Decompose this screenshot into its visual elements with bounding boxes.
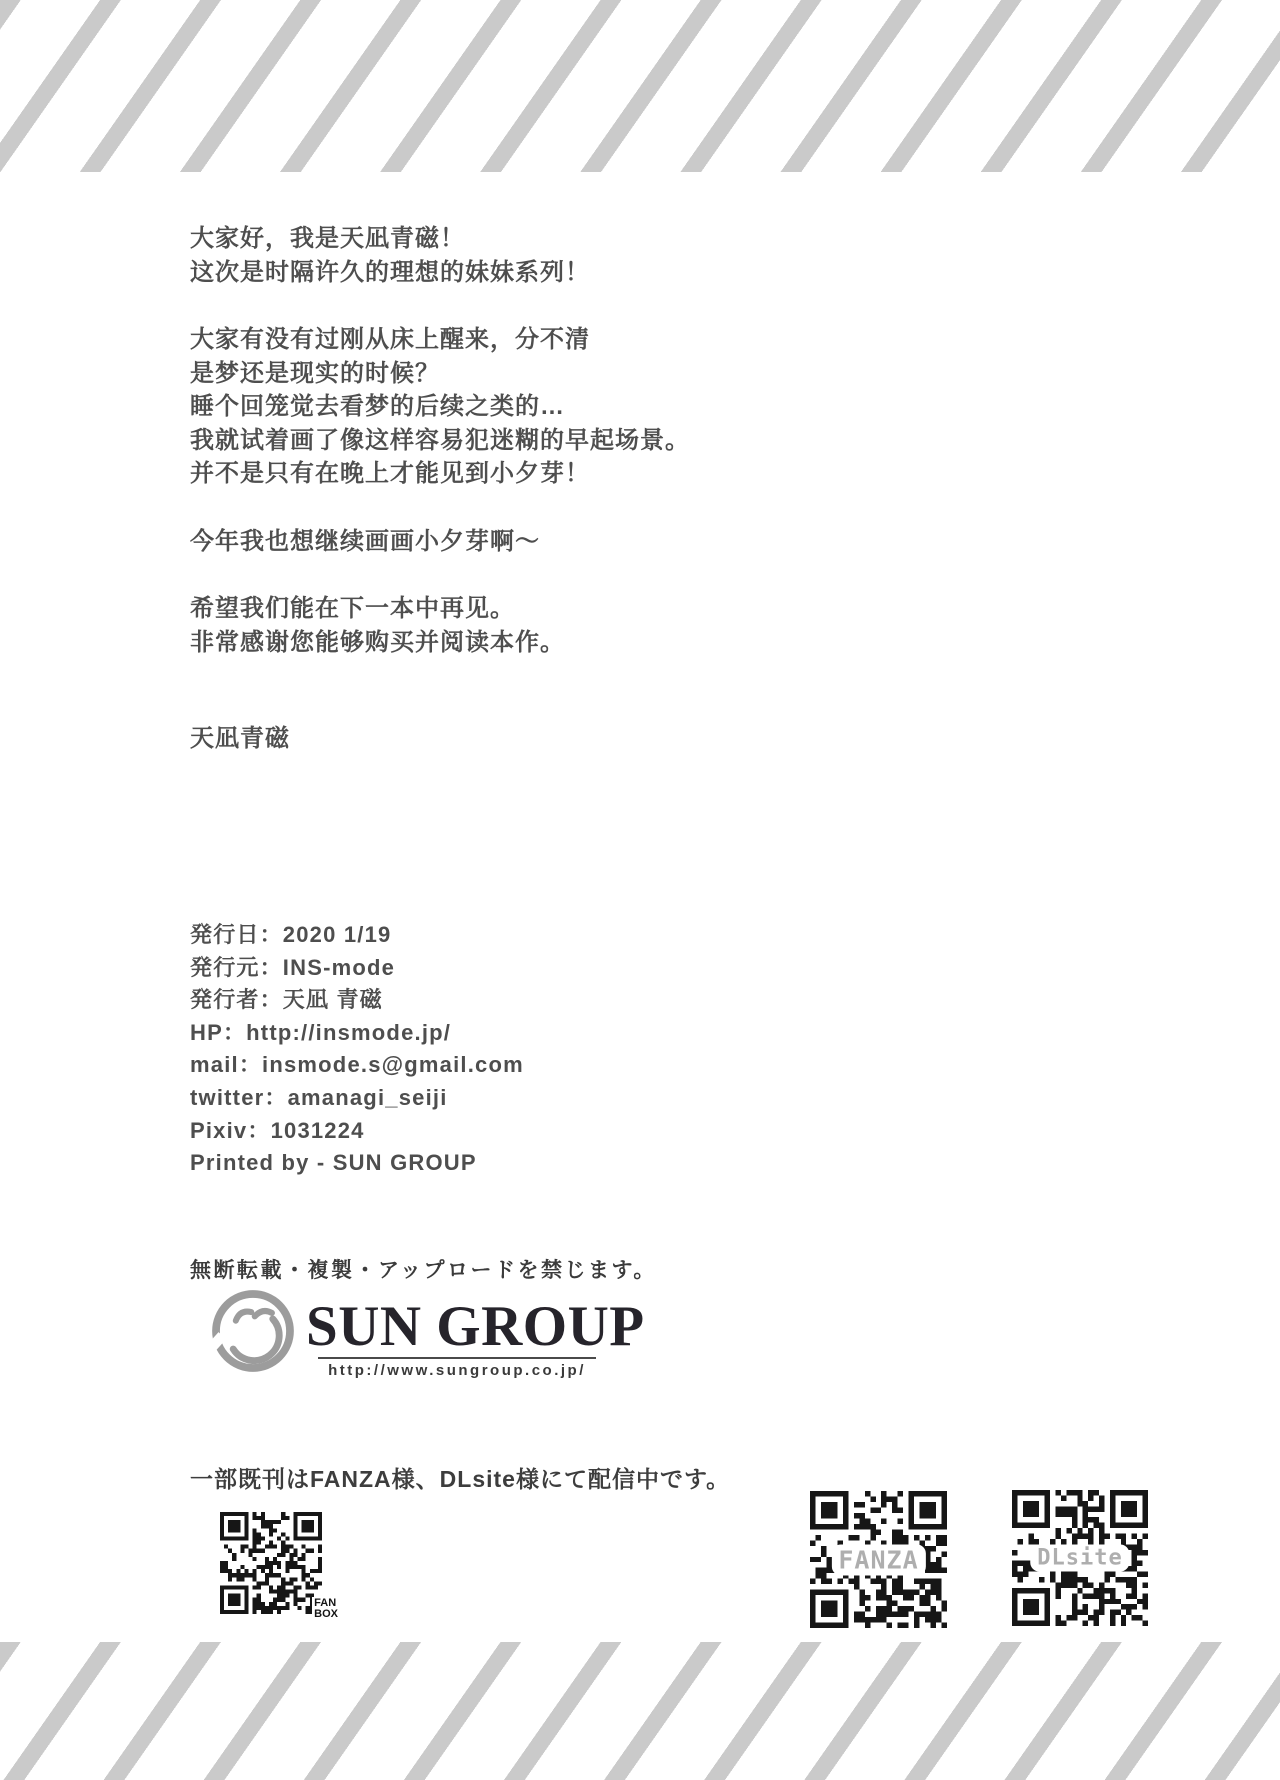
publication-line-printer: Printed by - SUN GROUP (190, 1150, 477, 1176)
afterword-paragraph (190, 323, 690, 491)
publication-line-pixiv: Pixiv：1031224 (190, 1117, 365, 1143)
afterword-line: 大家有没有过刚从床上醒来，分不清 (190, 326, 590, 353)
fanbox-qr-label-line2: BOX (314, 1608, 338, 1620)
sun-group-url: http://www.sungroup.co.jp/ (318, 1357, 596, 1379)
fanbox-qr-label-line1: FAN (314, 1597, 337, 1609)
afterword-line: 非常感谢您能够购买并阅读本作。 (190, 628, 565, 656)
afterword-line: 睡个回笼觉去看梦的后续之类的… (190, 393, 565, 420)
copyright-notice: 無断転載・複製・アップロードを禁じます。 (190, 1258, 657, 1282)
author-signature: 天凪青磁 (190, 725, 290, 752)
afterword-line: 今年我也想继续画画小夕芽啊～ (190, 527, 540, 555)
afterword-line: 是梦还是现实的时候？ (190, 359, 440, 387)
fanbox-qr-code (220, 1512, 338, 1620)
fanbox-qr-label (312, 1597, 338, 1620)
publication-line-date: 発行日：2020 1/19 (190, 922, 392, 947)
sun-group-logo-icon (210, 1288, 296, 1374)
distribution-notice: 一部既刊はFANZA様、DLsite様にて配信中です。 (190, 1466, 731, 1492)
fanza-qr-code (810, 1491, 947, 1628)
dlsite-qr-label: DLsite (1030, 1545, 1129, 1572)
afterword-line: 并不是只有在晚上才能见到小夕芽！ (190, 460, 590, 487)
fanza-qr-label: FANZA (831, 1544, 925, 1575)
afterword-paragraph (190, 592, 690, 659)
publication-line-author: 発行者：天凪 青磁 (190, 987, 383, 1013)
publication-line-twitter: twitter：amanagi_seiji (190, 1084, 448, 1110)
diagonal-stripe-band-bottom (0, 1642, 1280, 1780)
publication-line-publisher: 発行元：INS-mode (190, 954, 396, 980)
dlsite-qr-code (1012, 1490, 1148, 1626)
afterword-line: 大家好，我是天凪青磁！ (190, 225, 465, 252)
publication-line-mail: mail：insmode.s@gmail.com (190, 1052, 524, 1078)
diagonal-stripe-band-top (0, 0, 1280, 172)
afterword-line: 希望我们能在下一本中再见。 (190, 595, 515, 622)
publication-line-hp: HP：http://insmode.jp/ (190, 1019, 452, 1045)
sun-group-logo-text: SUN GROUP (306, 1295, 645, 1358)
afterword-text (190, 222, 690, 790)
publication-info (190, 919, 524, 1180)
afterword-line: 这次是时隔许久的理想的妹妹系列！ (190, 258, 590, 286)
afterword-paragraph (190, 222, 690, 289)
afterword-line: 我就试着画了像这样容易犯迷糊的早起场景。 (190, 426, 690, 454)
afterword-paragraph (190, 525, 690, 559)
